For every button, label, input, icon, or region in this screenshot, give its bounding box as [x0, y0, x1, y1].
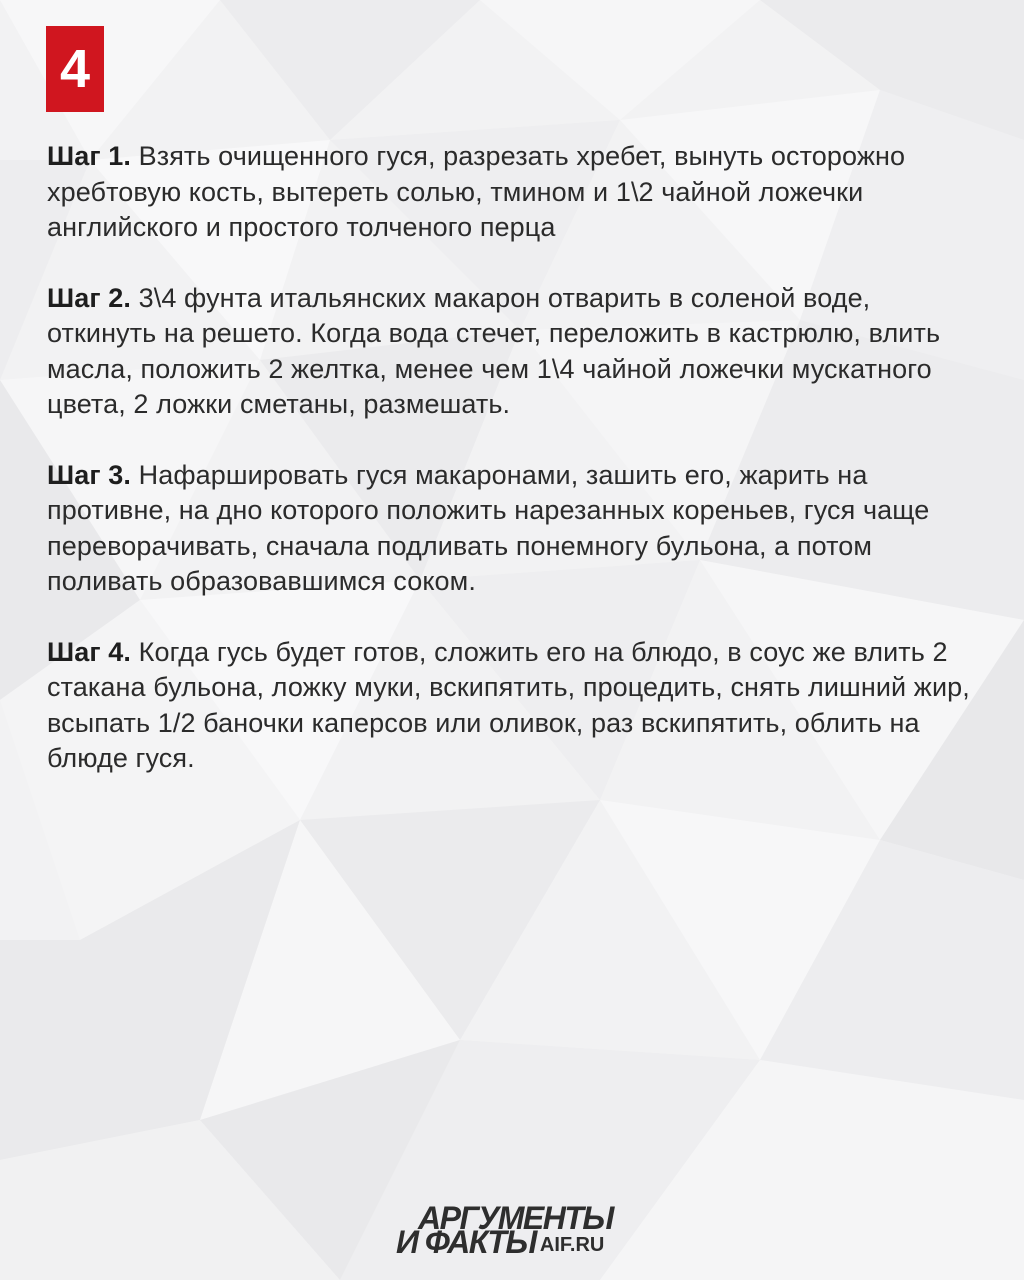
logo-line-2-text: И ФАКТЫ — [396, 1224, 536, 1260]
step-1-label: Шаг 1. — [47, 141, 132, 171]
slide-number-badge — [46, 26, 104, 112]
logo-site: AIF.RU — [539, 1234, 605, 1256]
recipe-steps — [47, 139, 987, 812]
step-3-text: Нафаршировать гуся макаронами, зашить его, жарить на противне, на дно которого положить нарезанных кореньев, гуся чаще переворачивать, сначала подливать понемногу бульона, а потом поливать образовавшимся соком. — [47, 459, 930, 596]
step-3 — [47, 458, 987, 600]
step-4-text: Когда гусь будет готов, сложить его на блюдо, в соус же влить 2 стакана бульона, ложку муки, вскипятить, процедить, снять лишний жир, всыпать 1/2 баночки каперсов или оливок, раз вскипятить, облить на блюде гуся. — [47, 636, 970, 773]
step-3-label: Шаг 3. — [47, 459, 132, 490]
step-4 — [47, 635, 987, 777]
slide-number: 4 — [59, 39, 91, 99]
step-4-label: Шаг 4. — [47, 636, 132, 667]
step-1-text: Взять очищенного гуся, разрезать хребет, вынуть осторожно хребтовую кость, вытереть солью, тмином и 1\2 чайной ложечки английского и простого толченого перца — [47, 141, 906, 242]
step-2-text: 3\4 фунта итальянских макарон отварить в соленой воде, откинуть на решето. Когда вода стечет, переложить в кастрюлю, влить масла, положить 2 желтка, менее чем 1\4 чайной ложечки мускатного цвета, 2 ложки сметаны, размешать. — [47, 282, 941, 419]
step-1 — [47, 139, 987, 246]
step-2-label: Шаг 2. — [47, 282, 132, 313]
aif-logo — [396, 1200, 656, 1263]
step-2 — [47, 281, 987, 423]
logo-line-2 — [396, 1225, 604, 1262]
logo-line-1: АРГУМЕНТЫ — [418, 1200, 613, 1236]
